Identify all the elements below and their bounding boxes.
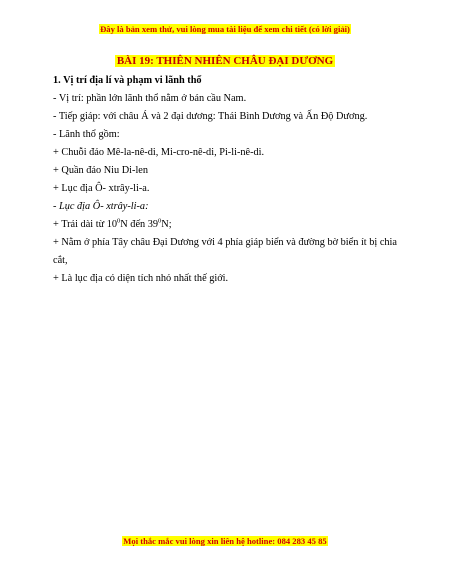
australia-continent-line: + Lục địa Ô- xtrây-li-a. — [53, 183, 150, 194]
islands-chain-line: + Chuỗi đảo Mê-la-nê-di, Mi-cro-nê-di, Pi-li-nê-di. — [53, 147, 265, 158]
lesson-title-text: BÀI 19: THIÊN NHIÊN CHÂU ĐẠI DƯƠNG — [116, 55, 334, 67]
australia-subheading: - Lục địa Ô- xtrây-li-a: — [53, 201, 149, 212]
latitude-span-middle: N đến 39 — [120, 219, 159, 230]
territory-line: - Lãnh thổ gồm: — [53, 129, 120, 140]
latitude-span-end: N; — [161, 219, 172, 230]
new-zealand-line: + Quần đảo Niu Di-len — [53, 165, 149, 176]
hotline-notice-text: Mọi thắc mắc vui lòng xin liên hệ hotline: 084 283 45 85 — [123, 536, 327, 546]
degree-mark-1: 0 — [117, 217, 121, 225]
location-line: - Vị trí: phần lớn lãnh thổ nằm ở bán cầu Nam. — [53, 93, 247, 104]
preview-notice-text: Đây là bản xem thử, vui lòng mua tài liệu để xem chi tiết (có lời giải) — [100, 24, 350, 34]
section-heading: 1. Vị trí địa lí và phạm vi lãnh thổ — [53, 75, 202, 86]
size-line: + Là lục địa có diện tích nhỏ nhất thế giới. — [53, 273, 229, 284]
lesson-content — [53, 72, 403, 288]
lesson-title — [0, 55, 450, 67]
latitude-span-prefix: + Trải dài từ 10 — [53, 219, 118, 230]
preview-notice — [0, 24, 450, 34]
borders-line: - Tiếp giáp: với châu Á và 2 đại dương: Thái Bình Dương và Ấn Độ Dương. — [53, 111, 368, 122]
hotline-notice — [0, 536, 450, 546]
degree-mark-2: 0 — [158, 217, 162, 225]
position-line: + Nằm ở phía Tây châu Đại Dương với 4 phía giáp biển và đường bờ biển ít bị chia cắt, — [53, 237, 397, 266]
latitude-span-line — [53, 216, 403, 234]
